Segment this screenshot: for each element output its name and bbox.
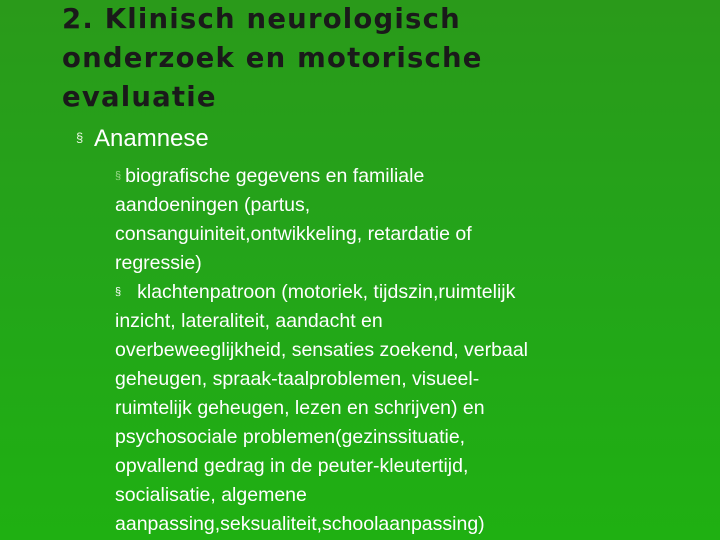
title-line-1: 2. Klinisch neurologisch: [62, 3, 461, 35]
sub-bullet-list: [115, 162, 675, 539]
sub-bullet-line: aandoeningen (partus,: [115, 194, 311, 216]
sub-bullet-line: opvallend gedrag in de peuter-kleutertijd,: [115, 455, 469, 477]
bullet-anamnese-label: Anamnese: [94, 125, 209, 152]
sub-bullet-line: psychosociale problemen(gezinssituatie,: [115, 426, 466, 448]
sub-bullet-line: ruimtelijk geheugen, lezen en schrijven) en: [115, 397, 485, 419]
sub-bullet-line: consanguiniteit,ontwikkeling, retardatie of: [115, 223, 472, 245]
sub-bullet-line: aanpassing,seksualiteit,schoolaanpassing): [115, 513, 485, 535]
sub-bullet-biografische: [115, 162, 675, 278]
sub-bullet-line: socialisatie, algemene: [115, 484, 307, 506]
sub-bullet-line: § biografische gegevens en familiale: [115, 162, 675, 191]
sub-bullet-line: overbeweeglijkheid, sensaties zoekend, verbaal: [115, 339, 529, 361]
title-line-3: evaluatie: [62, 81, 217, 113]
square-bullet-icon: §: [76, 130, 84, 145]
square-bullet-icon: §: [115, 170, 122, 182]
sub-bullet-line: geheugen, spraak-taalproblemen, visueel-: [115, 368, 480, 390]
title-line-2: onderzoek en motorische: [62, 42, 483, 74]
bullet-anamnese: [76, 123, 209, 154]
slide-title: [62, 0, 622, 117]
sub-bullet-line: § klachtenpatroon (motoriek, tijdszin,ruimtelijk: [115, 278, 675, 307]
sub-bullet-line: regressie): [115, 252, 202, 274]
sub-bullet-line: inzicht, lateraliteit, aandacht en: [115, 310, 383, 332]
square-bullet-icon: §: [115, 286, 122, 298]
sub-bullet-klachtenpatroon: [115, 278, 675, 539]
